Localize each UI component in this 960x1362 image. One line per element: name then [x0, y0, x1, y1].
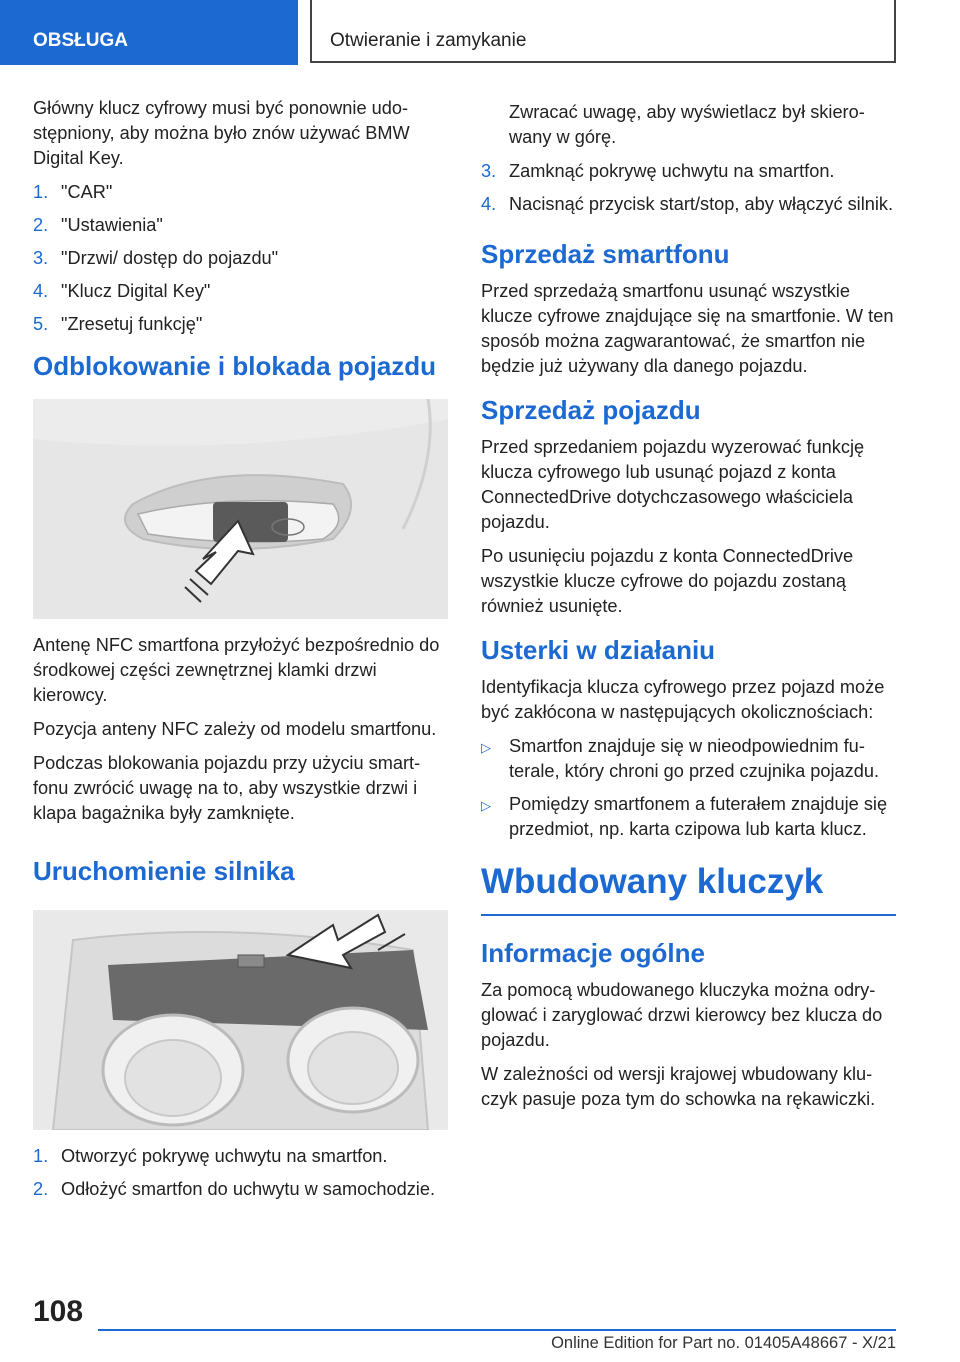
right-column [481, 100, 897, 1121]
edition-note: Online Edition for Part no. 01405A48667 - X/21 [551, 1334, 896, 1352]
page-number: 108 [33, 1295, 84, 1328]
list-number: 1. [33, 1146, 49, 1166]
chapter-title: Otwieranie i zamykanie [310, 0, 896, 63]
heading-faults: Usterki w działaniu [481, 635, 716, 665]
list-text: Nacisnąć przycisk start/stop, aby włączyć silnik. [509, 194, 894, 214]
info-paragraph-1: Za pomocą wbudowanego kluczyka można odryglować i zaryglować drzwi kierowcy bez klucza do pojazdu. [481, 980, 883, 1050]
phone-holder-drawing [33, 910, 448, 1130]
menu-steps-list [33, 180, 449, 337]
list-text: Otworzyć pokrywę uchwytu na smartfon. [61, 1146, 388, 1166]
footer-divider [98, 1329, 896, 1331]
bullet-triangle-icon: ▷ [481, 798, 491, 813]
unlock-paragraph-1: Antenę NFC smartfona przyłożyć bezpośrednio do środkowej części zewnętrznej klamki drzwi kierowcy. [33, 635, 440, 705]
list-text: Pomiędzy smartfonem a futerałem znajduje się przedmiot, np. karta czipowa lub karta klucz. [509, 794, 888, 839]
list-text: "Zresetuj funkcję" [61, 314, 203, 334]
heading-sell-smartphone: Sprzedaż smartfonu [481, 239, 730, 269]
list-text: Zamknąć pokrywę uchwytu na smartfon. [509, 161, 835, 181]
list-number: 4. [481, 194, 497, 214]
phone-holder-illustration [33, 910, 448, 1130]
heading-unlock: Odblokowanie i blokada pojazdu [33, 351, 437, 381]
list-text: "CAR" [61, 182, 113, 202]
list-number: 3. [33, 248, 49, 268]
intro-paragraph: Główny klucz cyfrowy musi być ponownie udostępniony, aby można było znów używać BMW Digital Key. [33, 98, 410, 168]
list-number: 1. [33, 182, 49, 202]
list-text: "Klucz Digital Key" [61, 281, 211, 301]
list-text: Smartfon znajduje się w nieodpowiednim futerale, który chroni go przed czujnika pojazdu. [509, 736, 880, 781]
list-item [33, 246, 449, 271]
list-item [481, 792, 897, 842]
sell-smartphone-paragraph: Przed sprzedażą smartfonu usunąć wszystkie klucze cyfrowe znajdujące się na smartfonie. W ten sposób można zagwarantować, że smartfon nie będzie już używany dla danego pojazdu. [481, 281, 894, 376]
heading-builtin-key: Wbudowany kluczyk [481, 862, 896, 916]
heading-sell-vehicle: Sprzedaż pojazdu [481, 395, 701, 425]
list-number: 2. [33, 1179, 49, 1199]
list-item [481, 159, 897, 184]
list-text: Odłożyć smartfon do uchwytu w samochodzie. [61, 1179, 436, 1199]
list-item [33, 312, 449, 337]
faults-paragraph: Identyfikacja klucza cyfrowego przez pojazd może być zakłócona w następujących okolicznościach: [481, 677, 885, 722]
list-number: 5. [33, 314, 49, 334]
door-handle-illustration [33, 399, 448, 619]
list-item [481, 192, 897, 217]
left-column [33, 96, 449, 1212]
sell-vehicle-paragraph-2: Po usunięciu pojazdu z konta ConnectedDrive wszystkie klucze cyfrowe do pojazdu zostaną również usunięte. [481, 546, 854, 616]
list-text: "Ustawienia" [61, 215, 163, 235]
list-item [33, 279, 449, 304]
continued-step-text: Zwracać uwagę, aby wyświetlacz był skierowany w górę. [509, 102, 865, 147]
list-item [481, 734, 897, 784]
info-paragraph-2: W zależności od wersji krajowej wbudowany kluczyk pasuje poza tym do schowka na rękawiczki. [481, 1064, 876, 1109]
list-item [33, 1177, 449, 1202]
faults-list [481, 734, 897, 842]
heading-start-engine: Uruchomienie silnika [33, 856, 295, 886]
door-handle-drawing [33, 399, 448, 619]
list-item [33, 213, 449, 238]
start-steps-list [33, 1144, 449, 1202]
list-number: 3. [481, 161, 497, 181]
start-steps-list-continued [481, 159, 897, 217]
list-item [33, 180, 449, 205]
list-number: 2. [33, 215, 49, 235]
unlock-paragraph-2: Pozycja anteny NFC zależy od modelu smartfonu. [33, 719, 437, 739]
sell-vehicle-paragraph-1: Przed sprzedaniem pojazdu wyzerować funkcję klucza cyfrowego lub usunąć pojazd z konta ConnectedDrive dotychczasowego właściciela pojazdu. [481, 437, 865, 532]
heading-general-info: Informacje ogólne [481, 938, 705, 968]
section-tab: OBSŁUGA [0, 0, 298, 65]
bullet-triangle-icon: ▷ [481, 740, 491, 755]
list-text: "Drzwi/ dostęp do pojazdu" [61, 248, 279, 268]
unlock-paragraph-3: Podczas blokowania pojazdu przy użyciu smartfonu zwrócić uwagę na to, aby wszystkie drzwi i klapa bagażnika były zamknięte. [33, 753, 421, 823]
list-item [33, 1144, 449, 1169]
list-number: 4. [33, 281, 49, 301]
